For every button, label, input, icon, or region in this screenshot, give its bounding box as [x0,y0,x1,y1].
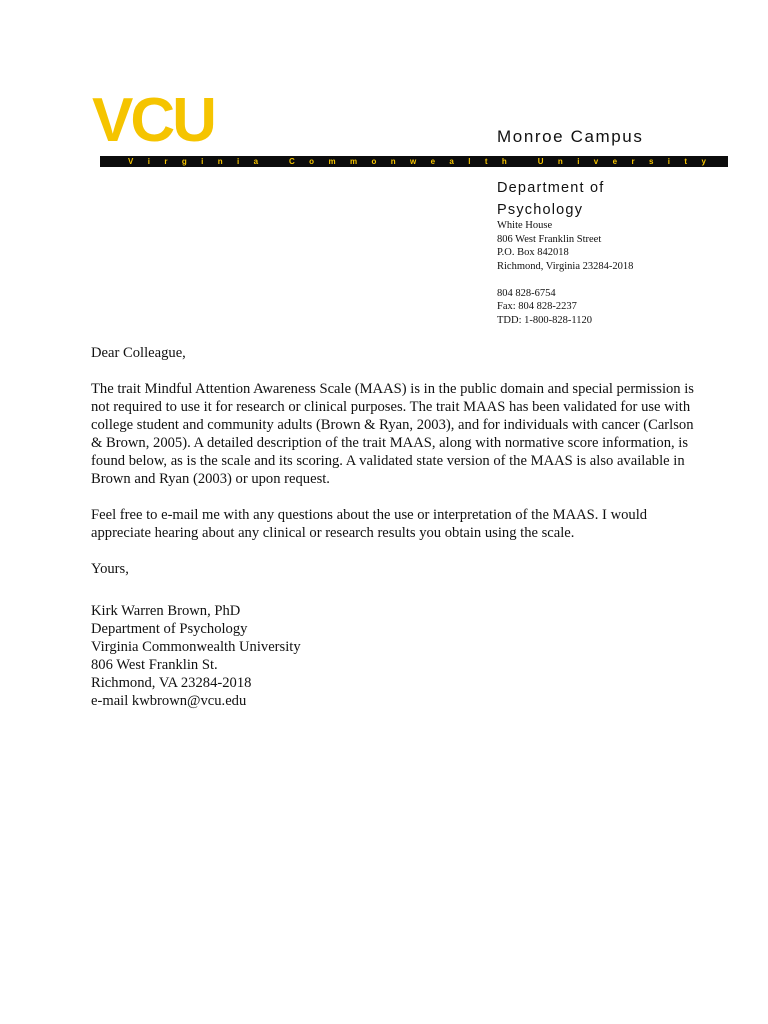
phone-line: 804 828-6754 [497,287,556,299]
banner-letter [272,156,274,167]
banner-letter: a [449,157,454,166]
banner-letter: n [557,157,563,166]
letter-closing: Yours, [91,561,129,577]
banner-letter: e [430,157,436,166]
banner-letter: a [253,157,259,166]
banner-letter: r [631,157,635,166]
banner-letter: i [236,157,240,166]
signature-university: Virginia Commonwealth University [91,639,301,655]
department-line-2: Psychology [497,202,584,218]
banner-letter: t [684,157,688,166]
banner-letter: i [201,157,204,166]
address-spacer [497,273,633,287]
letter-body [91,344,701,710]
banner-letter: t [484,157,488,166]
address-line: Richmond, Virginia 23284-2018 [497,260,634,272]
fax-line: Fax: 804 828-2237 [497,301,577,312]
address-line: White House [497,220,553,231]
letter-greeting: Dear Colleague, [91,345,186,361]
tdd-line: TDD: 1-800-828-1120 [497,314,592,326]
address-line: 806 West Franklin Street [497,233,602,245]
banner-letter: m [349,157,358,166]
banner-letter: n [217,157,223,166]
banner-letter: l [468,157,471,166]
banner-letter: i [667,157,671,166]
department-address [497,219,633,327]
banner-letter: h [501,157,507,166]
signature-city: Richmond, VA 23284-2018 [91,675,252,691]
department-line-1: Department of [497,180,605,196]
banner-letter: i [147,157,150,166]
banner-letter: n [390,157,396,166]
banner-letter: e [612,157,618,166]
banner-letter: g [181,157,187,166]
banner-letter: C [289,157,295,166]
banner-letter: o [371,157,377,166]
banner-letter: v [593,157,599,166]
signature-email: e-mail kwbrown@vcu.edu [91,693,247,709]
banner-letter: m [328,157,336,166]
university-banner [100,156,728,167]
banner-letter: y [701,157,706,166]
signature-street: 806 West Franklin St. [91,657,218,673]
banner-letter: s [648,157,654,166]
signature-name: Kirk Warren Brown, PhD [91,603,241,619]
banner-letter: r [164,157,168,166]
address-line: P.O. Box 842018 [497,247,569,258]
banner-letter: U [537,157,544,166]
banner-letter: w [409,157,417,166]
letter-paragraph: The trait Mindful Attention Awareness Scale (MAAS) is in the public domain and special permission is not required to use it for research or clinical purposes. The trait MAAS has been validated for use with college student and community adults (Brown & Ryan, 2003), and for individuals with cancer (Carlson & Brown, 2005). A detailed description of the trait MAAS, along with normative score information, is found below, as is the scale and its scoring. A validated state version of the MAAS is also available in Brown and Ryan (2003) or upon request. [91,381,694,487]
banner-letter: i [577,157,580,166]
banner-letter [521,156,523,167]
vcu-logo: VCU [92,86,214,155]
letter-paragraph: Feel free to e-mail me with any questions about the use or interpretation of the MAAS. I would appreciate hearing about any clinical or research results you obtain using the scale. [91,507,648,541]
signature-block [91,602,701,710]
department-name [497,177,604,221]
banner-letter: V [128,157,134,166]
signature-department: Department of Psychology [91,621,248,637]
banner-letter: o [309,157,315,166]
campus-name: Monroe Campus [497,127,644,146]
